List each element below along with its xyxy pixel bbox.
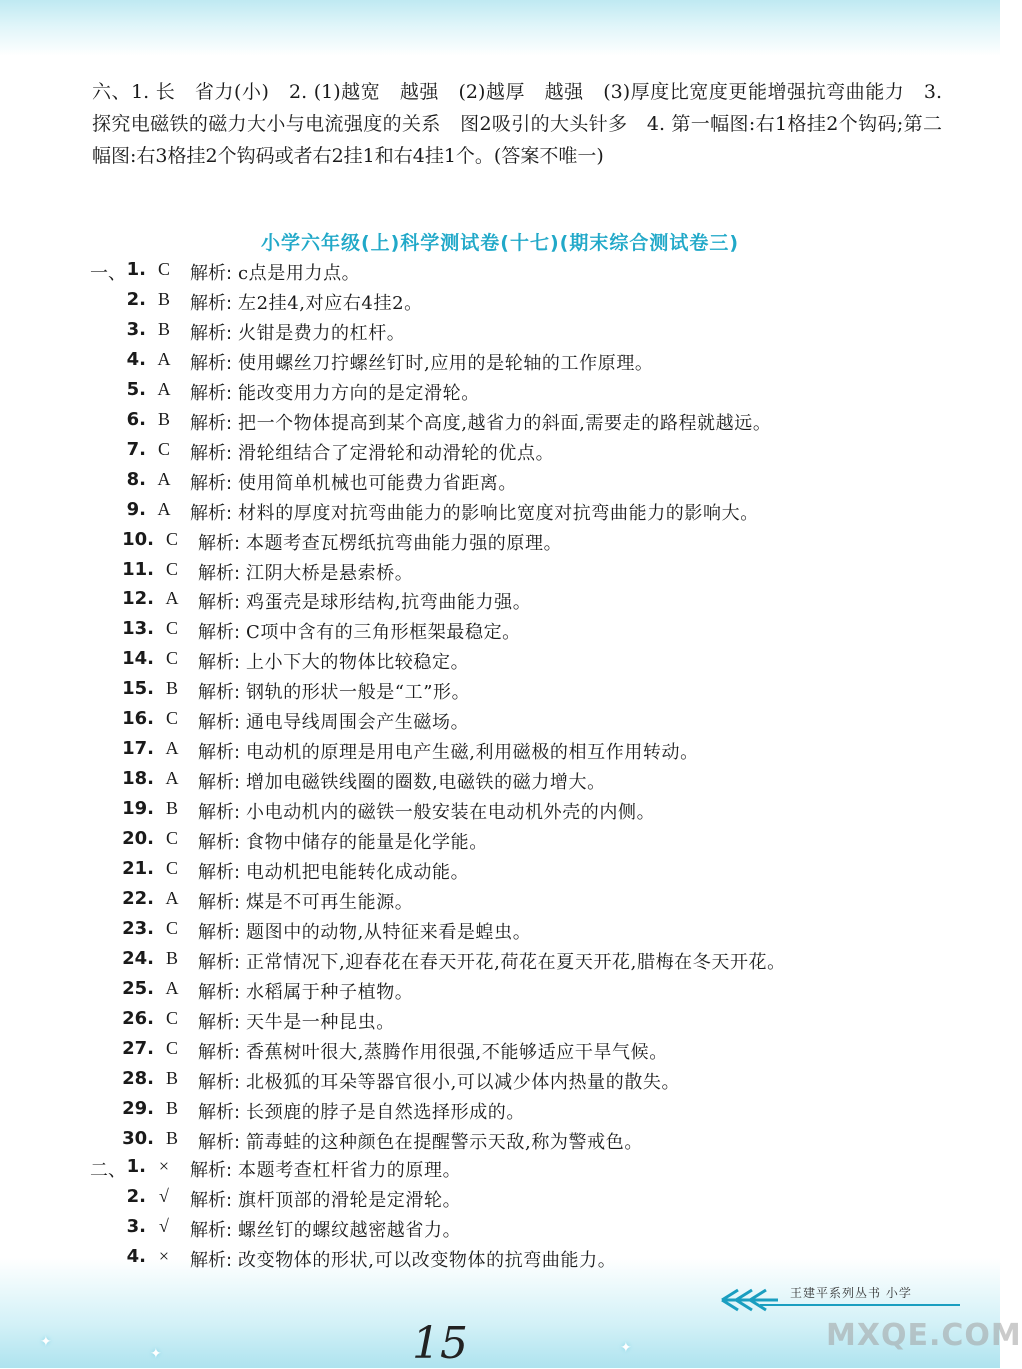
arrows-icon	[718, 1286, 778, 1314]
watermark: MXQE.COM	[826, 1318, 1022, 1353]
answer-choice: C	[165, 858, 178, 878]
analysis-label: 解析:	[198, 532, 241, 554]
analysis-label: 解析:	[198, 712, 241, 734]
question-number-text: 12.	[122, 588, 154, 610]
answer-choice: C	[165, 1007, 178, 1028]
answer-choice: A	[165, 588, 179, 609]
question-number	[36, 948, 154, 969]
question-number-text: 3.	[126, 318, 146, 340]
analysis-label: 解析:	[198, 682, 241, 704]
analysis-label: 解析:	[190, 1190, 233, 1211]
answer-choice: √	[159, 1186, 169, 1206]
answer-choice: ×	[158, 1156, 170, 1176]
question-number	[36, 678, 154, 699]
question-number	[36, 708, 154, 729]
analysis-text: c点是用力点。	[238, 263, 361, 284]
question-number	[36, 1038, 154, 1059]
question-number-text: 2.	[126, 288, 146, 310]
analysis-text: 天牛是一种昆虫。	[246, 1011, 395, 1033]
question-number	[28, 469, 146, 490]
question-number-text: 23.	[122, 917, 154, 939]
question-number	[36, 978, 154, 999]
analysis-text: 材料的厚度对抗弯曲能力的影响比宽度对抗弯曲能力的影响大。	[238, 502, 759, 524]
analysis-text: 滑轮组结合了定滑轮和动滑轮的优点。	[238, 442, 555, 464]
answer-choice: B	[165, 947, 178, 968]
analysis-text: 题图中的动物,从特征来看是蝗虫。	[246, 921, 532, 943]
answer-choice: B	[157, 318, 170, 339]
question-number	[28, 439, 146, 460]
question-number	[36, 768, 154, 789]
question-number-text: 6.	[126, 408, 146, 430]
question-number	[28, 499, 146, 520]
section2-label: 二、	[90, 1160, 126, 1181]
analysis-text: 旗杆顶部的滑轮是定滑轮。	[238, 1190, 462, 1211]
analysis-label: 解析:	[198, 1131, 241, 1153]
analysis-label: 解析:	[190, 472, 233, 494]
question-number	[28, 319, 146, 340]
answer-choice: A	[157, 378, 171, 399]
footer-rule	[760, 1304, 960, 1306]
sparkle-icon: ✦	[620, 1340, 632, 1356]
analysis-label: 解析:	[198, 802, 241, 824]
test-title: 小学六年级(上)科学测试卷(十七)(期末综合测试卷三)	[260, 232, 740, 254]
answer-choice: A	[165, 887, 179, 908]
analysis-text: 左2挂4,对应右4挂2。	[238, 292, 423, 314]
analysis-label: 解析:	[190, 1250, 233, 1271]
analysis-label: 解析:	[198, 652, 241, 674]
question-number	[36, 529, 154, 550]
question-number-text: 11.	[122, 558, 154, 580]
question-number-text: 26.	[122, 1007, 154, 1029]
analysis-text: 本题考查杠杆省力的原理。	[238, 1160, 462, 1181]
analysis-text: 增加电磁铁线圈的圈数,电磁铁的磁力增大。	[246, 772, 606, 794]
analysis-label: 解析:	[190, 382, 233, 404]
question-number-text: 17.	[122, 738, 154, 760]
question-number	[36, 918, 154, 939]
question-number	[28, 409, 146, 430]
question-number-text: 8.	[126, 468, 146, 490]
answer-choice: A	[157, 498, 171, 519]
question-number	[28, 289, 146, 310]
analysis-label: 解析:	[198, 951, 241, 973]
answer-choice: C	[165, 708, 178, 729]
answer-choice: ×	[158, 1246, 170, 1266]
analysis-label: 解析:	[190, 352, 233, 374]
question-number	[36, 648, 154, 669]
question-number-text: 14.	[122, 648, 154, 670]
part6-answers: 六、1. 长 省力(小) 2. (1)越宽 越强 (2)越厚 越强 (3)厚度比宽度更能增强抗弯曲能力 3. 探究电磁铁的磁力大小与电流强度的关系 图2吸引的大头针多 4. 第一幅图:右1格挂2个钩码;第二幅图:右3格挂2个钩码或者右2挂1和右4挂1个。(答案不唯一)	[92, 81, 942, 167]
question-number	[28, 259, 146, 280]
question-number-text: 9.	[126, 498, 146, 520]
analysis-text: 本题考查瓦楞纸抗弯曲能力强的原理。	[246, 532, 563, 554]
answer-choice: B	[165, 798, 178, 819]
analysis-text: 小电动机内的磁铁一般安装在电动机外壳的内侧。	[246, 802, 656, 824]
question-number	[28, 1186, 146, 1207]
analysis-label: 解析:	[190, 412, 233, 434]
analysis-label: 解析:	[198, 921, 241, 943]
question-number	[36, 1008, 154, 1029]
analysis-label: 解析:	[190, 322, 233, 344]
analysis-label: 解析:	[198, 1071, 241, 1093]
analysis-text: 江阴大桥是悬索桥。	[246, 562, 414, 584]
analysis-text: 水稻属于种子植物。	[246, 981, 414, 1003]
question-number	[36, 1098, 154, 1119]
analysis-text: C项中含有的三角形框架最稳定。	[246, 622, 521, 644]
analysis-label: 解析:	[198, 862, 241, 883]
answer-choice: B	[157, 408, 170, 429]
analysis-text: 电动机把电能转化成动能。	[246, 862, 470, 883]
question-number	[36, 1068, 154, 1089]
question-number	[28, 349, 146, 370]
analysis-label: 解析:	[190, 292, 233, 314]
answer-choice: A	[157, 468, 171, 489]
question-number-text: 28.	[122, 1067, 154, 1089]
answer-choice: C	[165, 828, 178, 849]
question-number	[28, 379, 146, 400]
question-number	[36, 1128, 154, 1149]
answer-choice: C	[157, 438, 170, 459]
question-number-text: 4.	[126, 348, 146, 370]
question-number-text: 20.	[122, 828, 154, 850]
page-number: 15	[412, 1318, 468, 1369]
analysis-label: 解析:	[198, 562, 241, 584]
answer-choice: B	[165, 1067, 178, 1088]
series-name: 王建平系列丛书 小学	[790, 1286, 912, 1300]
analysis-label: 解析:	[198, 891, 241, 913]
question-number-text: 24.	[122, 947, 154, 969]
analysis-text: 正常情况下,迎春花在春天开花,荷花在夏天开花,腊梅在冬天开花。	[246, 951, 786, 973]
answer-choice: A	[165, 768, 179, 789]
question-number-text: 10.	[122, 528, 154, 550]
analysis-text: 箭毒蛙的这种颜色在提醒警示天敌,称为警戒色。	[246, 1131, 643, 1153]
answer-choice: C	[157, 259, 170, 279]
question-number-text: 15.	[122, 678, 154, 700]
analysis-text: 北极狐的耳朵等器官很小,可以减少体内热量的散失。	[246, 1071, 681, 1093]
answer-choice: B	[157, 288, 170, 309]
answer-choice: C	[165, 1037, 178, 1058]
question-number	[28, 1246, 146, 1267]
question-number	[36, 738, 154, 759]
question-number	[36, 798, 154, 819]
question-number-text: 5.	[126, 378, 146, 400]
question-number-text: 3.	[126, 1216, 146, 1237]
analysis-label: 解析:	[198, 1101, 241, 1123]
top-decoration-band	[0, 0, 1000, 56]
answer-choice: B	[165, 678, 178, 699]
question-number-text: 25.	[122, 977, 154, 999]
analysis-label: 解析:	[190, 442, 233, 464]
analysis-label: 解析:	[190, 1160, 233, 1181]
analysis-text: 电动机的原理是用电产生磁,利用磁极的相互作用转动。	[246, 742, 699, 764]
question-number-text: 7.	[126, 438, 146, 460]
question-number	[36, 888, 154, 909]
question-number	[28, 1156, 146, 1177]
answer-choice: B	[165, 1127, 178, 1148]
analysis-text: 螺丝钉的螺纹越密越省力。	[238, 1220, 462, 1241]
analysis-text: 煤是不可再生能源。	[246, 891, 414, 913]
analysis-text: 钢轨的形状一般是“工”形。	[246, 682, 471, 704]
analysis-label: 解析:	[198, 592, 241, 614]
answer-choice: C	[165, 558, 178, 579]
analysis-label: 解析:	[198, 981, 241, 1003]
analysis-label: 解析:	[190, 1220, 233, 1241]
question-number-text: 2.	[126, 1186, 146, 1207]
question-number-text: 22.	[122, 887, 154, 909]
analysis-text: 鸡蛋壳是球形结构,抗弯曲能力强。	[246, 592, 532, 614]
analysis-label: 解析:	[198, 742, 241, 764]
question-number-text: 4.	[126, 1246, 146, 1267]
question-number	[36, 828, 154, 849]
answer-choice: C	[165, 917, 178, 938]
analysis-label: 解析:	[190, 263, 233, 284]
analysis-text: 火钳是费力的杠杆。	[238, 322, 406, 344]
question-number-text: 13.	[122, 618, 154, 640]
answer-choice: C	[165, 618, 178, 639]
question-number	[36, 858, 154, 879]
answer-choice: √	[159, 1216, 169, 1236]
analysis-text: 使用简单机械也可能费力省距离。	[238, 472, 517, 494]
answer-choice: B	[165, 1097, 178, 1118]
question-number	[28, 1216, 146, 1237]
answer-choice: A	[157, 348, 171, 369]
analysis-label: 解析:	[198, 832, 241, 854]
question-number-text: 29.	[122, 1097, 154, 1119]
analysis-text: 长颈鹿的脖子是自然选择形成的。	[246, 1101, 525, 1123]
question-number	[36, 588, 154, 609]
question-number-text: 30.	[122, 1127, 154, 1149]
analysis-label: 解析:	[198, 1041, 241, 1063]
question-number-text: 19.	[122, 798, 154, 820]
question-number-text: 18.	[122, 768, 154, 790]
question-number-text: 16.	[122, 708, 154, 730]
answer-choice: A	[165, 977, 179, 998]
answer-choice: C	[165, 648, 178, 669]
analysis-text: 把一个物体提高到某个高度,越省力的斜面,需要走的路程就越远。	[238, 412, 772, 434]
analysis-label: 解析:	[190, 502, 233, 524]
sparkle-icon: ✦	[150, 1346, 162, 1362]
analysis-text: 使用螺丝刀拧螺丝钉时,应用的是轮轴的工作原理。	[238, 352, 654, 374]
answer-choice: A	[165, 738, 179, 759]
analysis-text: 上小下大的物体比较稳定。	[246, 652, 470, 674]
section1-label: 一、	[90, 263, 126, 284]
question-number-text: 1.	[126, 259, 146, 280]
question-number-text: 21.	[122, 858, 154, 879]
answer-choice: C	[165, 528, 178, 549]
question-number-text: 27.	[122, 1037, 154, 1059]
question-number-text: 1.	[126, 1156, 146, 1177]
sparkle-icon: ✦	[40, 1334, 52, 1350]
analysis-text: 能改变用力方向的是定滑轮。	[238, 382, 480, 404]
question-number	[36, 559, 154, 580]
analysis-text: 改变物体的形状,可以改变物体的抗弯曲能力。	[238, 1250, 617, 1271]
analysis-label: 解析:	[198, 1011, 241, 1033]
analysis-text: 通电导线周围会产生磁场。	[246, 712, 470, 734]
question-number	[36, 618, 154, 639]
analysis-text: 香蕉树叶很大,蒸腾作用很强,不能够适应干旱气候。	[246, 1041, 668, 1063]
analysis-label: 解析:	[198, 772, 241, 794]
analysis-label: 解析:	[198, 622, 241, 644]
analysis-text: 食物中储存的能量是化学能。	[246, 832, 488, 854]
